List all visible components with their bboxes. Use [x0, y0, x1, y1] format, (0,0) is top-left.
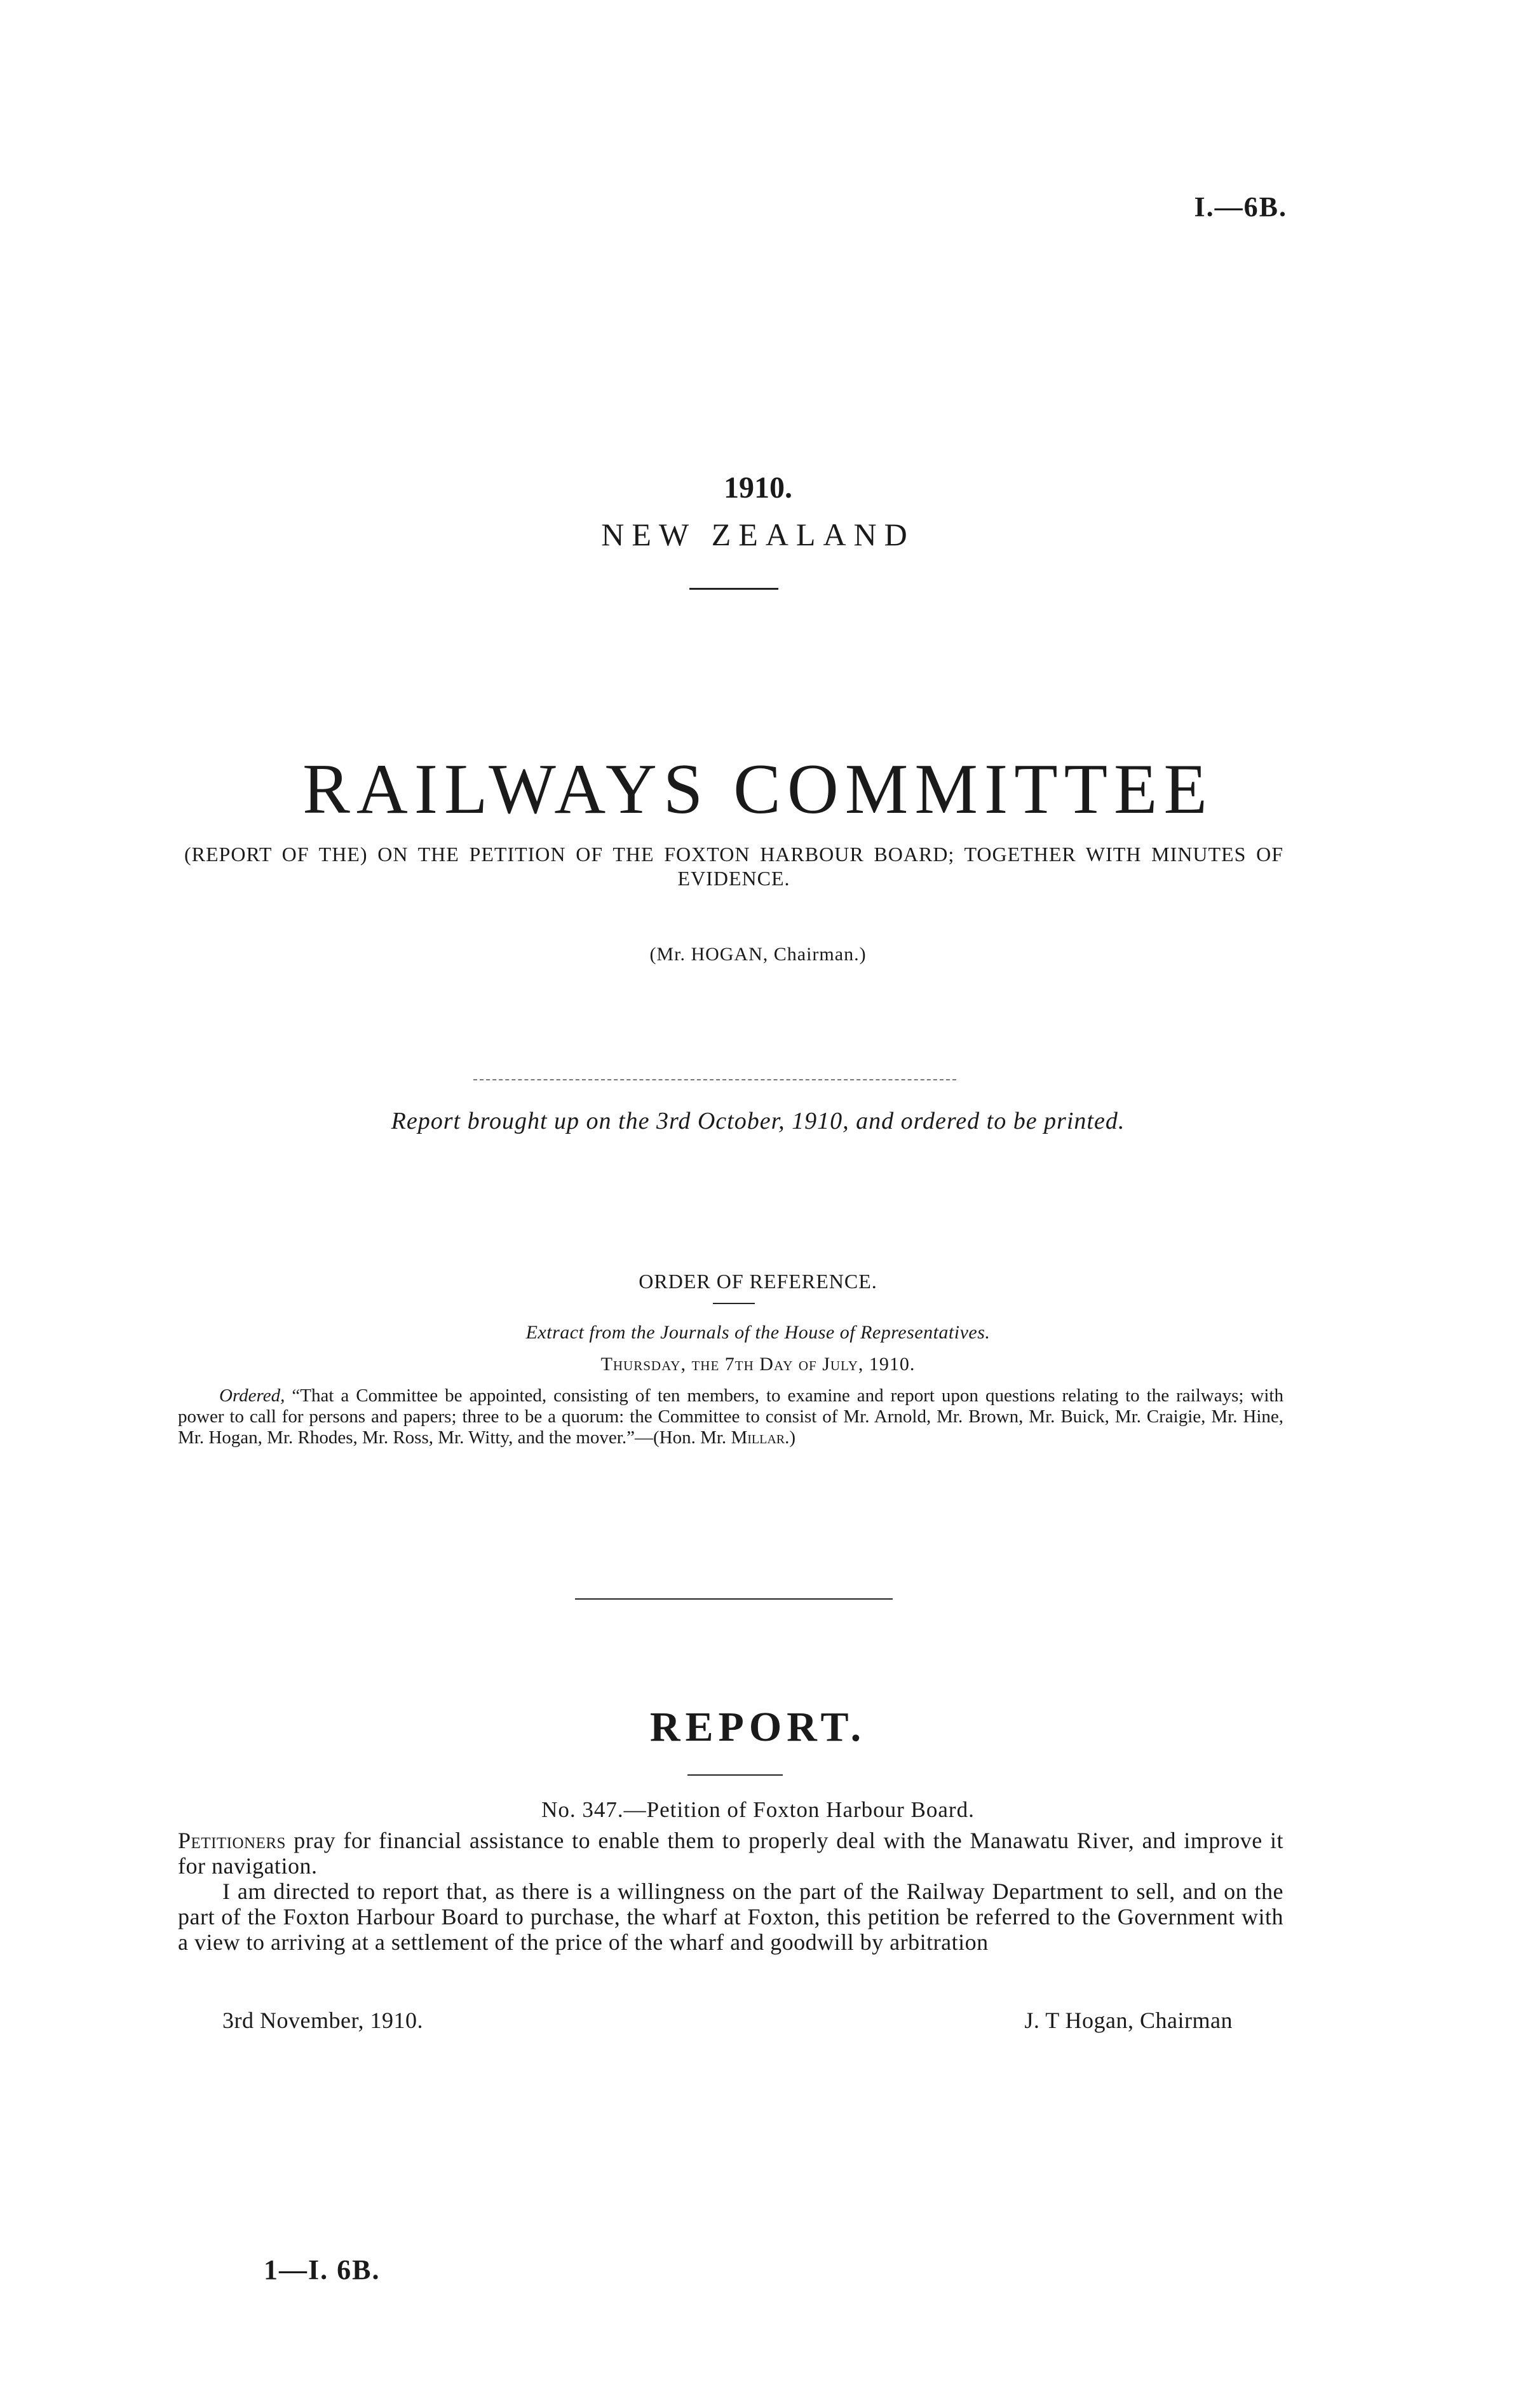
report-brought-line: Report brought up on the 3rd October, 1910, and ordered to be printed.: [391, 1108, 1125, 1134]
order-paragraph: [178, 1385, 1283, 1448]
ordered-end: .): [785, 1427, 796, 1448]
ordered-lead: Ordered,: [219, 1385, 285, 1406]
report-paragraph-1: [178, 1828, 1283, 1879]
report-heading: REPORT.: [649, 1704, 867, 1750]
extract-line: Extract from the Journals of the House of Representatives.: [525, 1322, 991, 1343]
page-reference-top: I.—6B.: [1194, 191, 1287, 222]
country-heading: NEW ZEALAND: [601, 517, 915, 552]
divider: [575, 1598, 893, 1600]
ordered-text: “That a Committee be appointed, consisting of ten members, to examine and report upon questions relating to the railways; with power to call for persons and papers; three to be a quorum: the Committee to consist of Mr. Arnold, Mr. Brown, Mr. Buick, Mr. Craigie, Mr. Hine, Mr. Hogan, Mr. Rhodes, Mr. Ross, Mr. Witty, and the mover.”—(Hon. Mr.: [178, 1385, 1283, 1448]
order-date: Thursday, the 7th Day of July, 1910.: [600, 1354, 916, 1375]
para1-text: pray for financial assistance to enable them to properly deal with the Manawatu River, and improve it for navigation.: [178, 1828, 1283, 1879]
petitioners-lead: Petitioners: [178, 1828, 286, 1853]
document-title: RAILWAYS COMMITTEE: [302, 750, 1214, 829]
divider: [687, 1774, 783, 1776]
document-subtitle: (REPORT OF THE) ON THE PETITION OF THE FOXTON HARBOUR BOARD; TOGETHER WITH MINUTES OF EVIDENCE.: [184, 843, 1283, 890]
divider: [689, 588, 778, 590]
report-body: [178, 1828, 1283, 1955]
signature-name: J. T Hogan, Chairman: [1024, 2008, 1233, 2033]
page-reference-bottom: 1—I. 6B.: [264, 2254, 381, 2285]
report-paragraph-2: I am directed to report that, as there is a willingness on the part of the Railway Department to sell, and on the part of the Foxton Harbour Board to purchase, the wharf at Foxton, this petition be referred to the Government with a view to arriving at a settlement of the price of the wharf and goodwill by arbitration: [178, 1879, 1283, 1955]
divider: [473, 1079, 956, 1080]
order-of-reference-heading: ORDER OF REFERENCE.: [639, 1270, 877, 1293]
ordered-mover: Millar: [731, 1427, 785, 1448]
year: 1910.: [724, 471, 792, 505]
signature-row: [178, 2007, 1283, 2032]
divider: [713, 1303, 755, 1304]
chairman-line: (Mr. HOGAN, Chairman.): [649, 944, 867, 965]
signature-date: 3rd November, 1910.: [222, 2008, 423, 2033]
petition-number: No. 347.—Petition of Foxton Harbour Board.: [541, 1797, 975, 1822]
